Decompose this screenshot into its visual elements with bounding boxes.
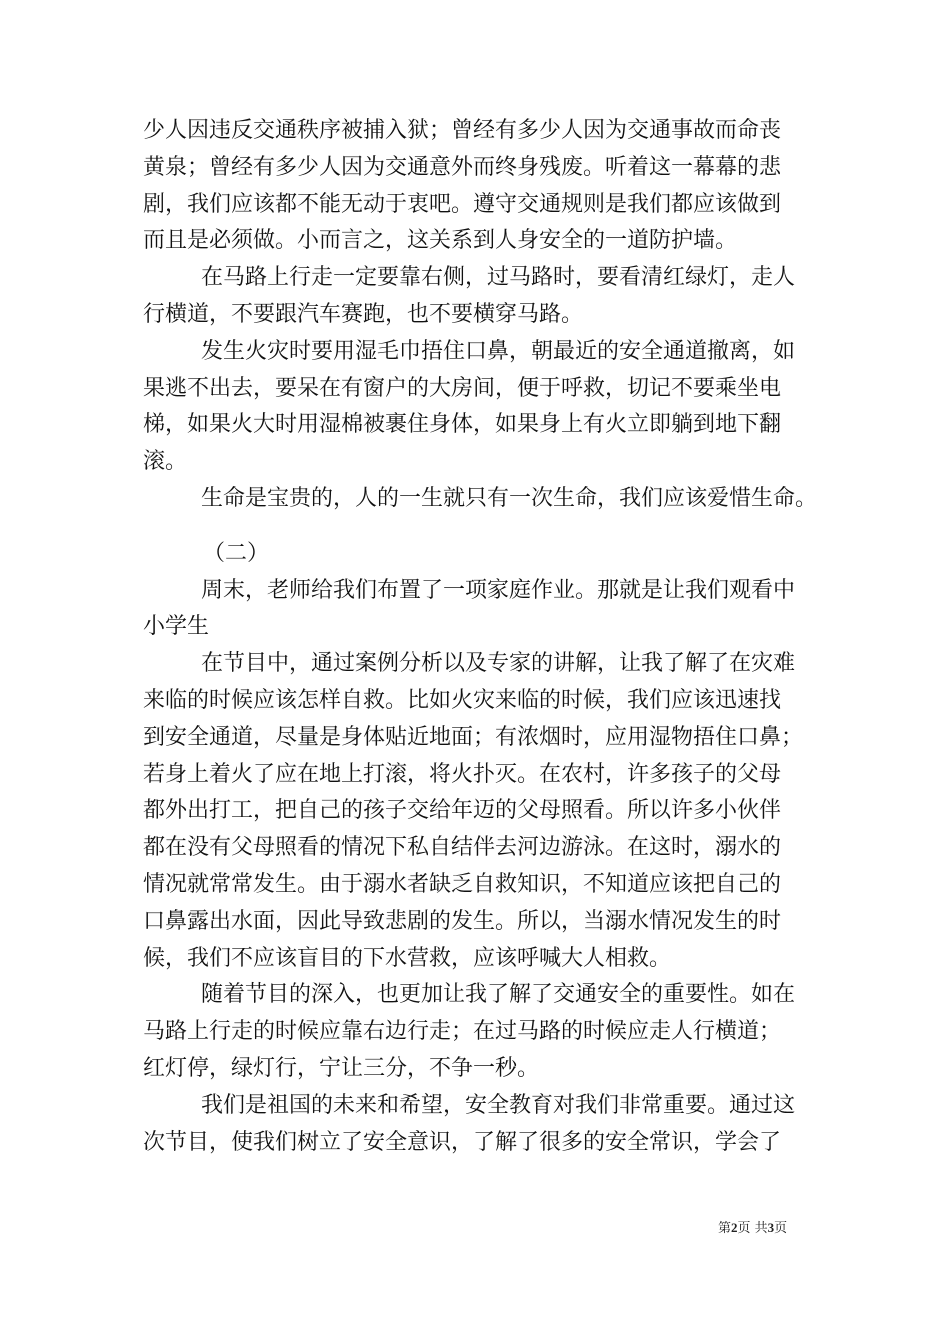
text-line: 而且是必须做。小而言之，这关系到人身安全的一道防护墙。 bbox=[143, 228, 738, 254]
paragraph bbox=[143, 977, 833, 1087]
text-line: 马路上行走的时候应靠右边行走；在过马路的时候应走人行横道； bbox=[143, 1019, 782, 1045]
paragraph bbox=[143, 1088, 833, 1162]
text-line: 情况就常常发生。由于溺水者缺乏自救知识，不知道应该把自己的 bbox=[143, 871, 782, 897]
footer-middle: 页 共 bbox=[737, 1221, 768, 1236]
total-page-count: 3 bbox=[767, 1220, 775, 1235]
text-line: 次节目，使我们树立了安全意识，了解了很多的安全常识，学会了 bbox=[143, 1129, 782, 1155]
text-line: 来临的时候应该怎样自救。比如火灾来临的时候，我们应该迅速找 bbox=[143, 687, 782, 713]
text-line: 在节目中，通过案例分析以及专家的讲解，让我了解了在灾难 bbox=[201, 651, 796, 677]
text-line: 在马路上行走一定要靠右侧，过马路时，要看清红绿灯，走人 bbox=[201, 265, 796, 291]
footer-suffix: 页 bbox=[774, 1221, 788, 1236]
text-line: 我们是祖国的未来和希望，安全教育对我们非常重要。通过这 bbox=[201, 1092, 796, 1118]
paragraph bbox=[143, 334, 833, 481]
footer-prefix: 第 bbox=[718, 1221, 732, 1236]
text-line: 小学生 bbox=[143, 614, 210, 640]
text-line: 生命是宝贵的，人的一生就只有一次生命，我们应该爱惜生命。 bbox=[201, 485, 818, 511]
text-line: 都在没有父母照看的情况下私自结伴去河边游泳。在这时，溺水的 bbox=[143, 835, 782, 861]
text-line: 到安全通道，尽量是身体贴近地面；有浓烟时，应用湿物捂住口鼻； bbox=[143, 724, 804, 750]
paragraph bbox=[143, 260, 833, 334]
section-heading: （二） bbox=[203, 540, 270, 566]
text-line: 红灯停，绿灯行，宁让三分，不争一秒。 bbox=[143, 1055, 540, 1081]
text-line: 滚。 bbox=[143, 449, 188, 475]
text-line: 发生火灾时要用湿毛巾捂住口鼻，朝最近的安全通道撤离，如 bbox=[201, 338, 796, 364]
body-text bbox=[143, 113, 833, 1161]
current-page-number: 2 bbox=[731, 1220, 738, 1235]
text-line: 黄泉；曾经有多少人因为交通意外而终身残废。听着这一幕幕的悲 bbox=[143, 154, 782, 180]
text-line: 若身上着火了应在地上打滚，将火扑灭。在农村，许多孩子的父母 bbox=[143, 761, 782, 787]
paragraph bbox=[143, 573, 833, 647]
text-line: 剧，我们应该都不能无动于衷吧。遵守交通规则是我们都应该做到 bbox=[143, 191, 782, 217]
page-number-footer bbox=[718, 1220, 787, 1237]
text-line: 果逃不出去，要呆在有窗户的大房间，便于呼救，切记不要乘坐电 bbox=[143, 375, 782, 401]
paragraph bbox=[143, 481, 833, 518]
text-line: 候，我们不应该盲目的下水营救，应该呼喊大人相救。 bbox=[143, 945, 672, 971]
text-line: 周末，老师给我们布置了一项家庭作业。那就是让我们观看中 bbox=[201, 577, 796, 603]
paragraph bbox=[143, 646, 833, 977]
text-line: 行横道，不要跟汽车赛跑，也不要横穿马路。 bbox=[143, 301, 584, 327]
text-line: 少人因违反交通秩序被捕入狱；曾经有多少人因为交通事故而命丧 bbox=[143, 118, 782, 143]
text-line: 梯，如果火大时用湿棉被裹住身体，如果身上有火立即躺到地下翻 bbox=[143, 412, 782, 438]
paragraph bbox=[143, 113, 833, 260]
text-line: 口鼻露出水面，因此导致悲剧的发生。所以，当溺水情况发生的时 bbox=[143, 908, 782, 934]
text-line: 都外出打工，把自己的孩子交给年迈的父母照看。所以许多小伙伴 bbox=[143, 798, 782, 824]
text-line: 随着节目的深入，也更加让我了解了交通安全的重要性。如在 bbox=[201, 982, 796, 1008]
